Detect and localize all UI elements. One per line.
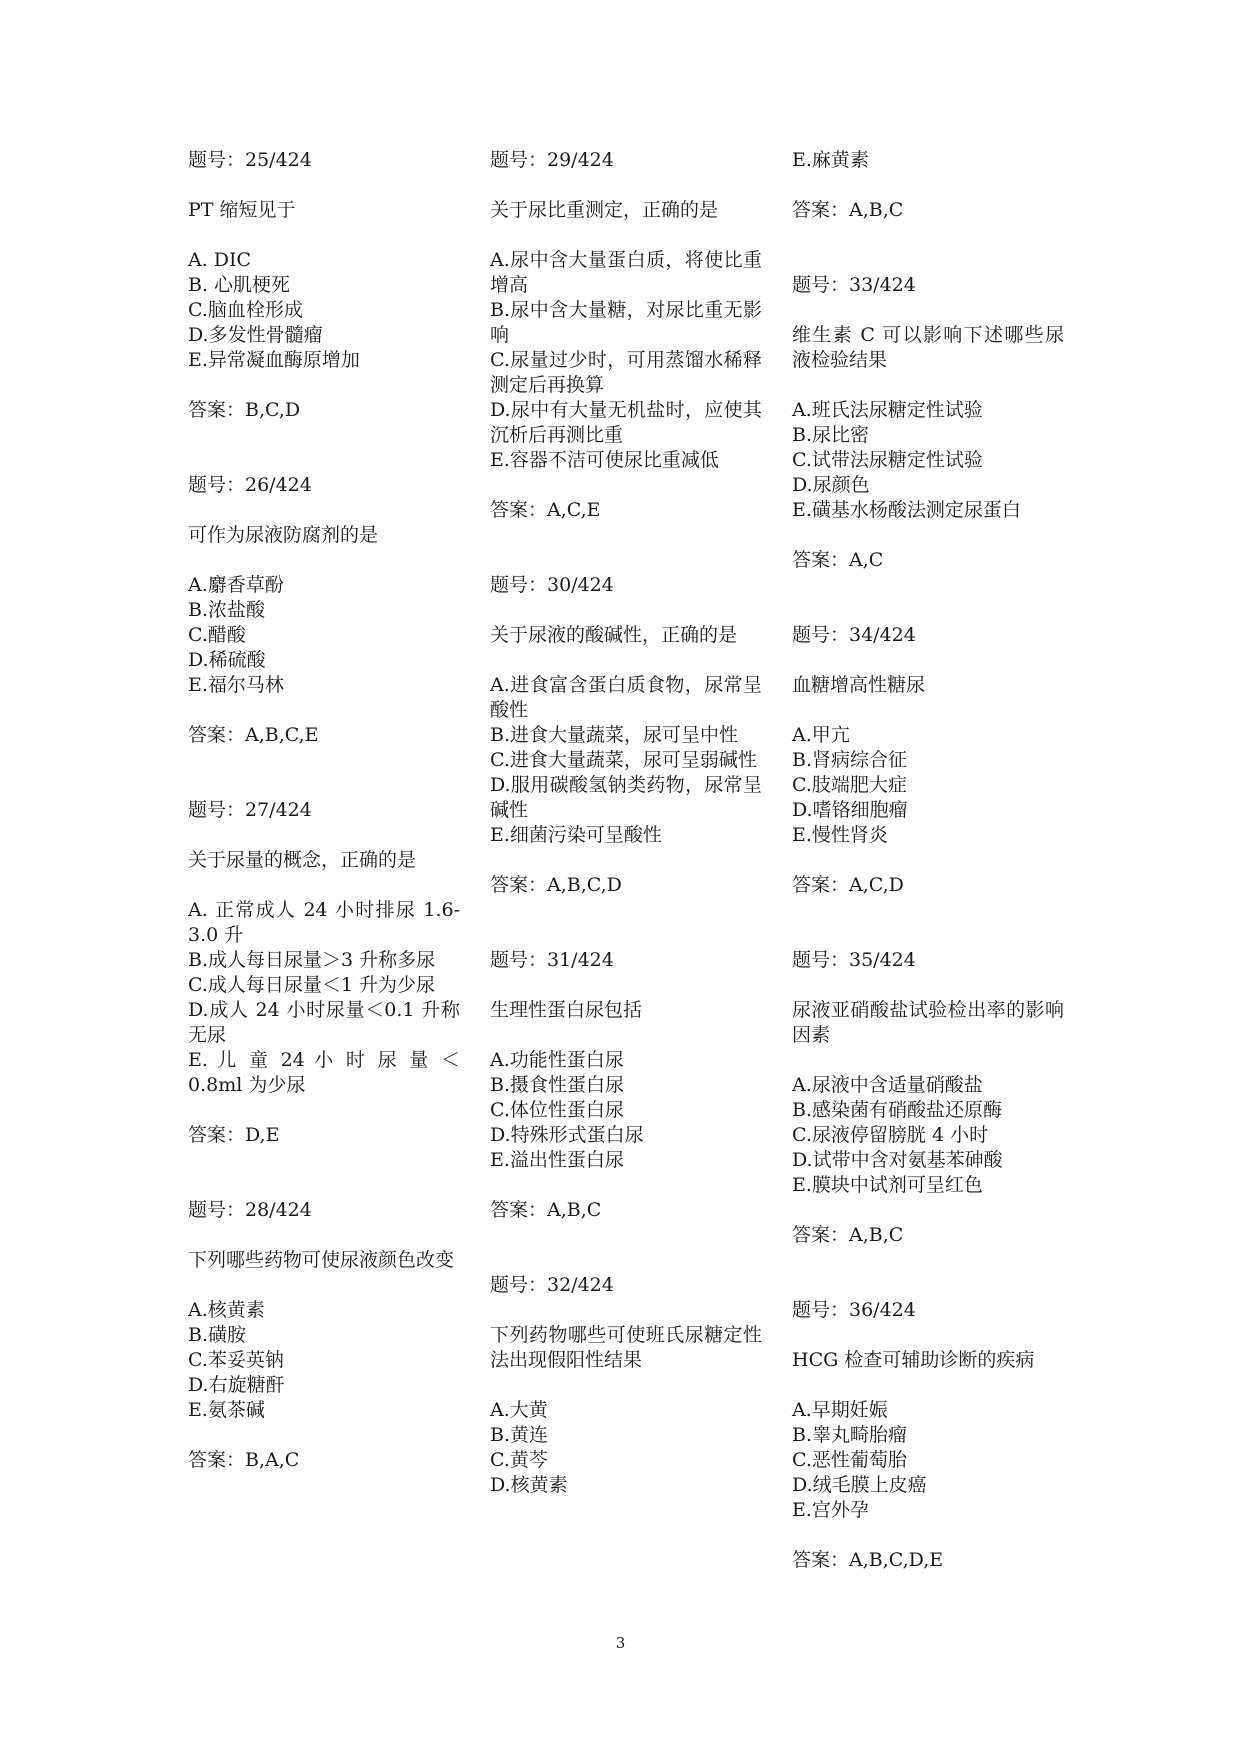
question-block — [792, 623, 1064, 898]
option-item: A.功能性蛋白尿 — [490, 1049, 624, 1071]
option-item: C.苯妥英钠 — [188, 1349, 284, 1371]
option-item: E.氨茶碱 — [188, 1399, 265, 1421]
question-stem: 可作为尿液防腐剂的是 — [188, 524, 379, 546]
option-item: A.进食富含蛋白质食物，尿常呈酸性 — [490, 674, 762, 721]
question-continuation — [792, 148, 1064, 223]
question-block — [490, 948, 762, 1223]
option-item: B.肾病综合征 — [792, 749, 908, 771]
options-list — [490, 673, 762, 848]
question-block — [188, 1198, 460, 1473]
answer-line: 答案：D,E — [188, 1124, 280, 1146]
answer-line: 答案：A,C — [792, 549, 884, 571]
question-number: 题号：33/424 — [792, 274, 916, 296]
options-list — [188, 898, 460, 1098]
answer-line: 答案：A,B,C,D,E — [792, 1549, 944, 1571]
option-item: A.甲亢 — [792, 724, 850, 746]
answer-line: 答案：A,B,C — [792, 1224, 904, 1246]
option-item: C.尿液停留膀胱 4 小时 — [792, 1124, 989, 1146]
page-number: 3 — [615, 1634, 626, 1652]
option-item: C.脑血栓形成 — [188, 299, 303, 321]
option-item: E.容器不洁可使尿比重减低 — [490, 449, 719, 471]
option-item: E.细菌污染可呈酸性 — [490, 824, 662, 846]
option-item: A. DIC — [188, 249, 252, 271]
option-item: E. 儿 童 24 小 时 尿 量 ＜ 0.8ml 为少尿 — [188, 1049, 460, 1096]
question-number: 题号：34/424 — [792, 624, 916, 646]
options-list — [792, 1073, 1064, 1198]
answer-line: 答案：A,B,C,E — [188, 724, 319, 746]
options-list — [490, 1398, 762, 1498]
question-block — [792, 273, 1064, 573]
question-number: 题号：27/424 — [188, 799, 312, 821]
answer-line: 答案：A,C,D — [792, 874, 904, 896]
option-item: D.尿中有大量无机盐时，应使其沉析后再测比重 — [490, 399, 762, 446]
option-item: D.特殊形式蛋白尿 — [490, 1124, 644, 1146]
question-stem: 下列哪些药物可使尿液颜色改变 — [188, 1249, 455, 1271]
question-number: 题号：31/424 — [490, 949, 614, 971]
question-block — [490, 573, 762, 898]
options-list — [188, 573, 460, 698]
option-item: A.早期妊娠 — [792, 1399, 888, 1421]
options-list — [792, 148, 1064, 173]
answer-line: 答案：B,C,D — [188, 399, 301, 421]
answer-line: 答案：A,B,C — [792, 199, 904, 221]
option-item: D.多发性骨髓瘤 — [188, 324, 323, 346]
question-block — [188, 473, 460, 748]
question-stem: 关于尿量的概念，正确的是 — [188, 849, 417, 871]
question-stem: 血糖增高性糖尿 — [792, 674, 926, 696]
option-item: B.磺胺 — [188, 1324, 247, 1346]
question-number: 题号：36/424 — [792, 1299, 916, 1321]
option-item: E.溢出性蛋白尿 — [490, 1149, 624, 1171]
option-item: A. 正常成人 24 小时排尿 1.6-3.0 升 — [188, 899, 460, 946]
option-item: C.体位性蛋白尿 — [490, 1099, 624, 1121]
question-number: 题号：32/424 — [490, 1274, 614, 1296]
option-item: D.成人 24 小时尿量＜0.1 升称无尿 — [188, 999, 460, 1046]
option-item: E.膜块中试剂可呈红色 — [792, 1174, 983, 1196]
question-block — [490, 1273, 762, 1498]
answer-line: 答案：A,B,C — [490, 1199, 602, 1221]
option-item: A.麝香草酚 — [188, 574, 284, 596]
option-item: A.尿液中含适量硝酸盐 — [792, 1074, 983, 1096]
option-item: C.成人每日尿量＜1 升为少尿 — [188, 974, 436, 996]
question-stem: HCG 检查可辅助诊断的疾病 — [792, 1349, 1035, 1371]
option-item: B.进食大量蔬菜，尿可呈中性 — [490, 724, 739, 746]
option-item: E.慢性肾炎 — [792, 824, 888, 846]
question-number: 题号：35/424 — [792, 949, 916, 971]
option-item: E.异常凝血酶原增加 — [188, 349, 360, 371]
option-item: B.成人每日尿量＞3 升称多尿 — [188, 949, 436, 971]
question-number: 题号：29/424 — [490, 149, 614, 171]
options-list — [792, 398, 1064, 523]
option-item: C.黄芩 — [490, 1449, 548, 1471]
options-list — [792, 1398, 1064, 1523]
options-list — [490, 1048, 762, 1173]
option-item: D.绒毛膜上皮癌 — [792, 1474, 927, 1496]
option-item: A.大黄 — [490, 1399, 548, 1421]
option-item: C.尿量过少时，可用蒸馏水稀释测定后再换算 — [490, 349, 762, 396]
option-item: D.服用碳酸氢钠类药物，尿常呈碱性 — [490, 774, 762, 821]
option-item: E.麻黄素 — [792, 149, 869, 171]
option-item: B.浓盐酸 — [188, 599, 266, 621]
question-stem: 下列药物哪些可使班氏尿糖定性法出现假阳性结果 — [490, 1324, 762, 1371]
option-item: D.尿颜色 — [792, 474, 870, 496]
option-item: D.稀硫酸 — [188, 649, 266, 671]
question-stem: 维生素 C 可以影响下述哪些尿液检验结果 — [792, 324, 1064, 371]
question-block — [792, 1298, 1064, 1573]
option-item: B.黄连 — [490, 1424, 549, 1446]
option-item: A.班氏法尿糖定性试验 — [792, 399, 983, 421]
options-list — [490, 248, 762, 473]
option-item: C.恶性葡萄胎 — [792, 1449, 907, 1471]
option-item: B.感染菌有硝酸盐还原酶 — [792, 1099, 1003, 1121]
question-block — [188, 798, 460, 1148]
question-stem: 关于尿比重测定，正确的是 — [490, 199, 719, 221]
option-item: C.肢端肥大症 — [792, 774, 907, 796]
option-item: C.试带法尿糖定性试验 — [792, 449, 983, 471]
option-item: B.睾丸畸胎瘤 — [792, 1424, 908, 1446]
options-list — [188, 1298, 460, 1423]
question-stem: 生理性蛋白尿包括 — [490, 999, 643, 1021]
column-right — [792, 148, 1064, 1623]
column-middle — [490, 148, 762, 1523]
answer-line: 答案：A,B,C,D — [490, 874, 622, 896]
answer-line: 答案：B,A,C — [188, 1449, 300, 1471]
question-block — [792, 948, 1064, 1248]
option-item: D.嗜铬细胞瘤 — [792, 799, 908, 821]
option-item: D.右旋糖酐 — [188, 1374, 285, 1396]
options-list — [792, 723, 1064, 848]
option-item: B.尿中含大量糖，对尿比重无影响 — [490, 299, 762, 346]
question-number: 题号：25/424 — [188, 149, 312, 171]
option-item: A.核黄素 — [188, 1299, 265, 1321]
option-item: B. 心肌梗死 — [188, 274, 291, 296]
option-item: D.试带中含对氨基苯砷酸 — [792, 1149, 1003, 1171]
option-item: E.磺基水杨酸法测定尿蛋白 — [792, 499, 1021, 521]
question-number: 题号：28/424 — [188, 1199, 312, 1221]
option-item: D.核黄素 — [490, 1474, 568, 1496]
column-left — [188, 148, 460, 1523]
question-number: 题号：30/424 — [490, 574, 614, 596]
option-item: B.尿比密 — [792, 424, 870, 446]
option-item: E.福尔马林 — [188, 674, 284, 696]
answer-line: 答案：A,C,E — [490, 499, 601, 521]
question-number: 题号：26/424 — [188, 474, 312, 496]
option-item: A.尿中含大量蛋白质，将使比重增高 — [490, 249, 762, 296]
option-item: E.宫外孕 — [792, 1499, 869, 1521]
option-item: B.摄食性蛋白尿 — [490, 1074, 625, 1096]
question-block — [490, 148, 762, 523]
question-stem: 关于尿液的酸碱性，正确的是 — [490, 624, 738, 646]
question-stem: PT 缩短见于 — [188, 199, 296, 221]
option-item: C.进食大量蔬菜，尿可呈弱碱性 — [490, 749, 757, 771]
question-stem: 尿液亚硝酸盐试验检出率的影响因素 — [792, 999, 1064, 1046]
options-list — [188, 248, 460, 373]
question-block — [188, 148, 460, 423]
option-item: C.醋酸 — [188, 624, 246, 646]
